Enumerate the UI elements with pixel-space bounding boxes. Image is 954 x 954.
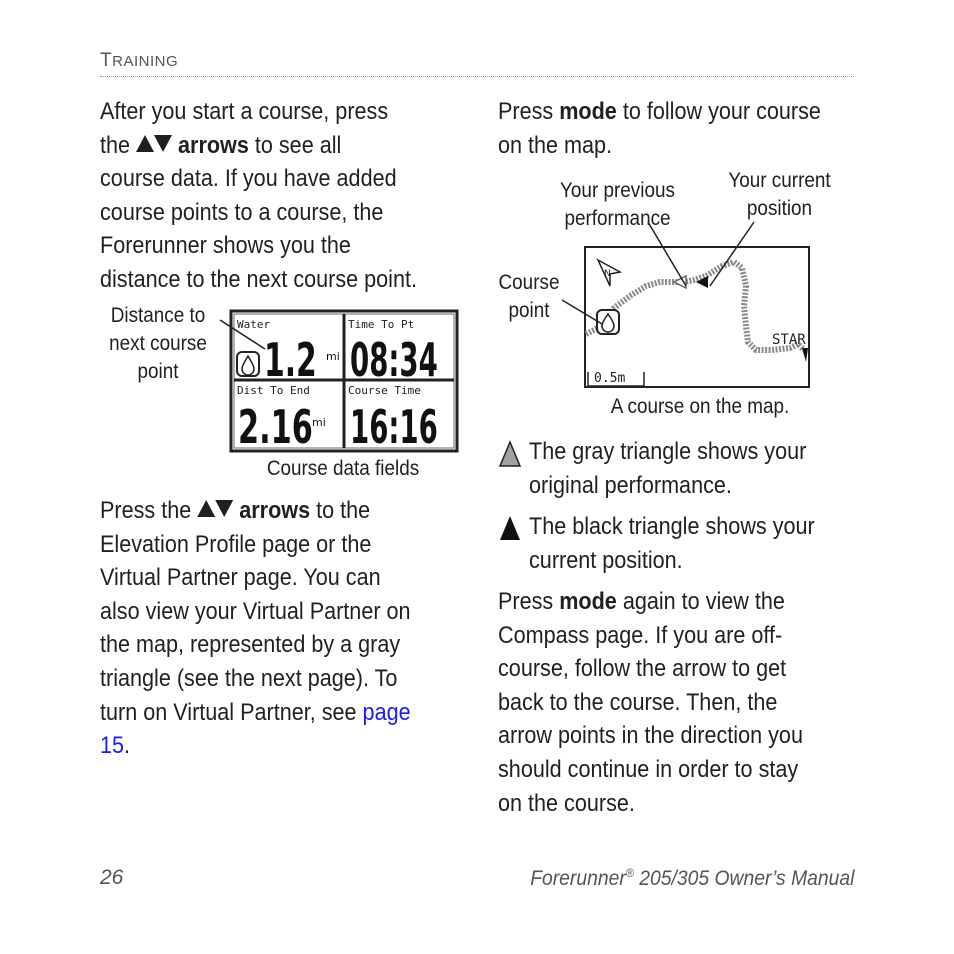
svg-text:N: N [604, 269, 611, 279]
header-rule [100, 76, 854, 77]
field-value-time-to-pt: 08:34 [350, 333, 438, 387]
right-paragraph-2: Press mode again to view the Compass page. If you are off- course, follow the arrow to get back to the course. Then, the arrow points in the direction you should continue in order to stay on the course. [498, 588, 803, 817]
callout-distance: Distance to next course point [109, 304, 207, 383]
map-caption: A course on the map. [610, 395, 790, 418]
down-arrow-icon [154, 135, 172, 152]
header-rest: RAINING [112, 53, 179, 70]
water-drop-icon [237, 352, 259, 376]
page-number-link[interactable]: 15 [100, 732, 125, 760]
page-link[interactable]: page [362, 698, 411, 726]
page-number: 26 [100, 866, 124, 889]
left-paragraph-1: After you start a course, press the arrows to see all course data. If you have added course points to a course, the Forerunner shows you the distance to the next course point. [100, 98, 417, 293]
left-paragraph-2: Press the arrows to the Elevation Profile page or the Virtual Partner page. You can also view your Virtual Partner on the map, represented by a gray triangle (see the next page). To turn on Virtual Partner, see page 15. [100, 497, 411, 760]
field-label-course-time: Course Time [348, 384, 421, 397]
manual-title: Forerunner® 205/305 Owner’s Manual [529, 866, 854, 890]
section-header [100, 50, 178, 72]
field-unit-dist-to-end: mi [312, 416, 326, 429]
gray-triangle-icon [498, 440, 522, 468]
right-paragraph-1: Press mode to follow your course on the map. [498, 98, 821, 159]
callout-current-position: Your current position [728, 169, 831, 220]
field-value-water: 1.2 [264, 334, 317, 388]
header-initial: T [100, 50, 113, 71]
map-leader-lines [540, 220, 770, 330]
up-arrow-icon [197, 500, 215, 517]
callout-course-point: Course point [498, 271, 560, 322]
field-unit-water: mi [326, 350, 340, 363]
field-label-water: Water [237, 318, 271, 331]
fields-caption: Course data fields [266, 457, 420, 480]
field-label-dist-to-end: Dist To End [237, 384, 310, 397]
map-start-label: STAR [772, 332, 806, 348]
up-arrow-icon [136, 135, 154, 152]
black-triangle-icon [498, 514, 522, 542]
distance-leader-line [215, 315, 275, 355]
field-value-course-time: 16:16 [350, 400, 438, 454]
down-arrow-icon [215, 500, 233, 517]
bullet-gray-triangle: The gray triangle shows your original performance. [529, 438, 807, 499]
bullet-black-triangle: The black triangle shows your current position. [529, 513, 815, 574]
field-value-dist-to-end: 2.16 [238, 401, 313, 454]
map-scale-label: 0.5m [594, 371, 626, 386]
field-label-time-to-pt: Time To Pt [348, 318, 415, 331]
callout-previous-performance: Your previous performance [560, 179, 675, 230]
